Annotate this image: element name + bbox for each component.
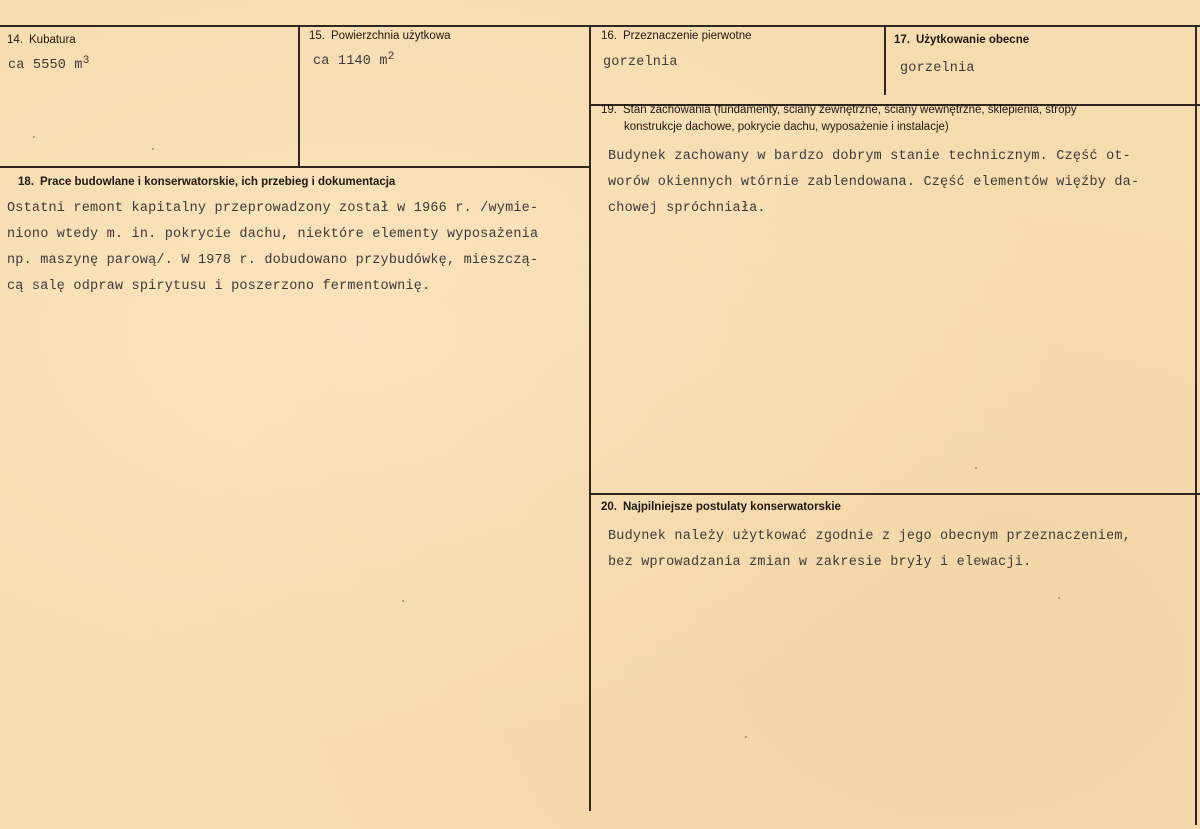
field-20-title: Najpilniejsze postulaty konserwatorskie (623, 501, 841, 513)
field-15-value-exponent: 2 (387, 51, 395, 63)
paper-speck (152, 148, 154, 150)
field-14-title: Kubatura (29, 34, 76, 46)
divider-upper-left (0, 166, 591, 168)
top-border-line (0, 25, 1200, 27)
paper-speck (975, 467, 977, 469)
field-15-number: 15. (309, 30, 325, 42)
field-15-value (313, 51, 395, 69)
field-16-label (601, 29, 752, 43)
field-15-label (309, 29, 451, 43)
field-17-title: Użytkowanie obecne (916, 34, 1030, 46)
field-18-line: Ostatni remont kapitalny przeprowadzony został w 1966 r. /wymie- (7, 201, 539, 216)
field-18-line: np. maszynę parową/. W 1978 r. dobudowano przybudówkę, mieszczą- (7, 253, 539, 268)
field-16-value: gorzelnia (603, 55, 678, 70)
field-14-label (7, 33, 76, 47)
field-17-number: 17. (894, 34, 910, 46)
divider-19-20 (591, 493, 1200, 495)
field-17-value: gorzelnia (900, 61, 975, 76)
field-18-label (18, 175, 395, 189)
field-20-line: Budynek należy użytkować zgodnie z jego obecnym przeznaczeniem, (608, 529, 1131, 544)
paper-speck (1058, 597, 1060, 599)
field-20-text (608, 524, 1131, 576)
field-20-line: bez wprowadzania zmian w zakresie bryły i elewacji. (608, 555, 1032, 570)
field-14-number: 14. (7, 34, 23, 46)
divider-14-15 (298, 25, 300, 166)
field-14-value-exponent: 3 (82, 55, 90, 67)
field-16-number: 16. (601, 30, 617, 42)
field-18-line: cą salę odpraw spirytusu i poszerzono fermentownię. (7, 279, 431, 294)
field-18-number: 18. (18, 176, 34, 188)
field-20-label (601, 500, 841, 514)
field-19-label-line2: konstrukcje dachowe, pokrycie dachu, wyposażenie i instalacje) (624, 121, 949, 133)
field-19-text (608, 144, 1139, 222)
paper-speck (33, 136, 35, 138)
field-18-title: Prace budowlane i konserwatorskie, ich przebieg i dokumentacja (40, 176, 396, 188)
field-14-value-text: ca 5550 m (8, 58, 83, 73)
field-17-label (894, 33, 1029, 47)
divider-16-17 (884, 25, 886, 95)
field-19-label (601, 103, 1077, 117)
paper-speck (402, 600, 404, 602)
field-16-title: Przeznaczenie pierwotne (623, 30, 752, 42)
field-19-line: worów okiennych wtórnie zablendowana. Część elementów więźby da- (608, 175, 1140, 190)
field-15-value-text: ca 1140 m (313, 54, 388, 69)
field-19-title-line1: Stan zachowania (fundamenty, ściany zewnętrzne, ściany wewnętrzne, sklepienia, stropy (623, 104, 1077, 116)
right-edge-line (1195, 25, 1197, 825)
field-19-line: chowej spróchniała. (608, 201, 766, 216)
paper-speck (745, 736, 747, 738)
field-14-value (8, 55, 90, 73)
field-18-text (7, 196, 538, 300)
center-divider (589, 25, 591, 811)
field-20-number: 20. (601, 501, 617, 513)
field-15-title: Powierzchnia użytkowa (331, 30, 451, 42)
field-18-line: niono wtedy m. in. pokrycie dachu, niektóre elementy wyposażenia (7, 227, 539, 242)
field-19-line: Budynek zachowany w bardzo dobrym stanie technicznym. Część ot- (608, 149, 1131, 164)
field-19-number: 19. (601, 104, 617, 116)
